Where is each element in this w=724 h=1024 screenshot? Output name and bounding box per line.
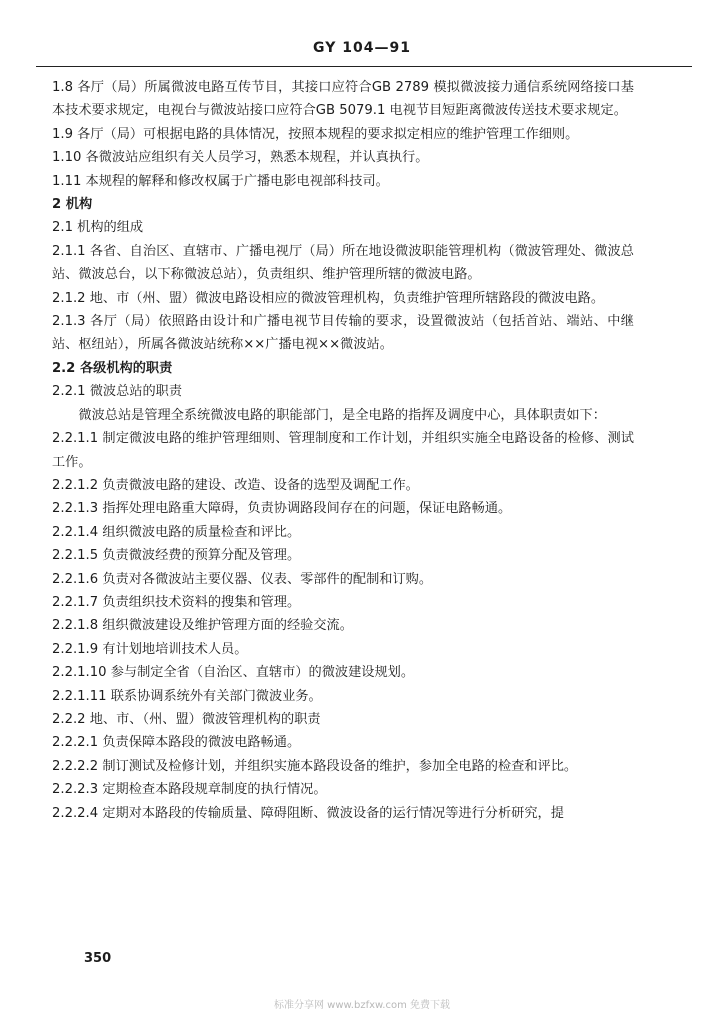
clause-2-2-1-8: 2.2.1.8 组织微波建设及维护管理方面的经验交流。 bbox=[52, 618, 353, 634]
clause-2-2-1-9: 2.2.1.9 有计划地培训技术人员。 bbox=[52, 641, 248, 657]
clause-2-2-1-10: 2.2.1.10 参与制定全省（自治区、直辖市）的微波建设规划。 bbox=[52, 665, 415, 681]
clause-2-2-2-2: 2.2.2.2 制订测试及检修计划，并组织实施本路段设备的维护，参加全电路的检查和评比。 bbox=[52, 758, 578, 774]
clause-2-2-1-11: 2.2.1.11 联系协调系统外有关部门微波业务。 bbox=[52, 688, 322, 704]
section-2-heading: 2 机构 bbox=[52, 197, 93, 213]
clause-1-10: 1.10 各微波站应组织有关人员学习，熟悉本规程，并认真执行。 bbox=[52, 150, 429, 166]
document-body bbox=[52, 76, 634, 825]
clause-2-2-1-3: 2.2.1.3 指挥处理电路重大障碍，负责协调路段间存在的问题，保证电路畅通。 bbox=[52, 501, 512, 517]
clause-1-11: 1.11 本规程的解释和修改权属于广播电影电视部科技司。 bbox=[52, 173, 389, 189]
clause-2-1-2: 2.1.2 地、市（州、盟）微波电路设相应的微波管理机构，负责维护管理所辖路段的微波电路。 bbox=[52, 290, 605, 306]
clause-2-2-1-intro: 微波总站是管理全系统微波电路的职能部门，是全电路的指挥及调度中心，具体职责如下： bbox=[78, 407, 606, 423]
clause-2-2-2-1: 2.2.2.1 负责保障本路段的微波电路畅通。 bbox=[52, 735, 301, 751]
clause-2-2-2-3: 2.2.2.3 定期检查本路段规章制度的执行情况。 bbox=[52, 782, 327, 798]
clause-1-9: 1.9 各厅（局）可根据电路的具体情况，按照本规程的要求拟定相应的维护管理工作细则。 bbox=[52, 126, 579, 142]
clause-2-2-1-1: 2.2.1.1 制定微波电路的维护管理细则、管理制度和工作计划，并组织实施全电路设备的检修、测试工作。 bbox=[52, 431, 634, 470]
clause-2-2-1-7: 2.2.1.7 负责组织技术资料的搜集和管理。 bbox=[52, 594, 301, 610]
clause-2-1-3: 2.1.3 各厅（局）依照路由设计和广播电视节目传输的要求，设置微波站（包括首站、端站、中继站、枢纽站），所属各微波站统称××广播电视××微波站。 bbox=[52, 314, 634, 353]
clause-2-2-1-6: 2.2.1.6 负责对各微波站主要仪器、仪表、零部件的配制和订购。 bbox=[52, 571, 433, 587]
clause-1-8: 1.8 各厅（局）所属微波电路互传节目，其接口应符合GB 2789 模拟微波接力通信系统网络接口基本技术要求规定，电视台与微波站接口应符合GB 5079.1 电视节目短距离微波传送技术要求规定。 bbox=[52, 80, 634, 119]
document-header: GY 104—91 bbox=[313, 40, 411, 56]
watermark: 标准分享网 www.bzfxw.com 免费下载 bbox=[274, 1000, 450, 1011]
clause-2-2-2: 2.2.2 地、市、（州、盟）微波管理机构的职责 bbox=[52, 711, 321, 727]
page-number: 350 bbox=[84, 951, 112, 966]
clause-2-2-1-4: 2.2.1.4 组织微波电路的质量检查和评比。 bbox=[52, 524, 301, 540]
clause-2-2-1-2: 2.2.1.2 负责微波电路的建设、改造、设备的选型及调配工作。 bbox=[52, 477, 419, 493]
clause-2-1-1: 2.1.1 各省、自治区、直辖市、广播电视厅（局）所在地设微波职能管理机构（微波管理处、微波总站、微波总台，以下称微波总站），负责组织、维护管理所辖的微波电路。 bbox=[52, 243, 634, 283]
clause-2-1: 2.1 机构的组成 bbox=[52, 220, 144, 236]
clause-2-2-1: 2.2.1 微波总站的职责 bbox=[52, 384, 183, 400]
clause-2-2: 2.2 各级机构的职责 bbox=[52, 360, 173, 376]
header-rule bbox=[36, 66, 692, 67]
clause-2-2-1-5: 2.2.1.5 负责微波经费的预算分配及管理。 bbox=[52, 548, 301, 564]
clause-2-2-2-4: 2.2.2.4 定期对本路段的传输质量、障碍阻断、微波设备的运行情况等进行分析研究，提 bbox=[52, 805, 564, 821]
